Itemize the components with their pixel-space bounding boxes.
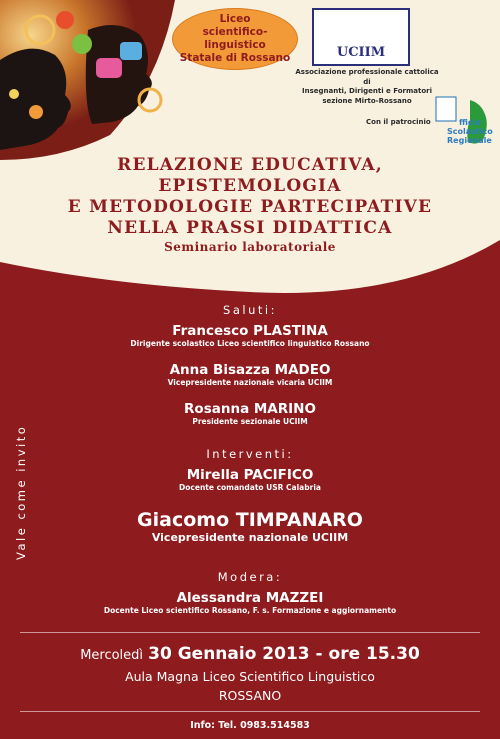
assoc-line-1: Associazione professionale cattolica di [295,68,439,86]
school-badge [172,8,298,70]
event-datetime: 30 Gennaio 2013 - ore 15.30 [148,644,420,664]
speaker-block [0,467,500,492]
event-place: Aula Magna Liceo Scientifico Linguistico [125,669,375,684]
invitation-note: Vale come invito [14,424,28,560]
modera-section [0,570,500,584]
saluti-heading: Saluti: [223,303,277,317]
speaker-block [0,362,500,387]
bubble-green [72,34,92,54]
speaker-name: Alessandra MAZZEI [176,590,324,606]
bubble-orange [29,105,43,119]
seminar-subtitle: Seminario laboratoriale [164,240,336,254]
speaker-block [0,401,500,426]
info-phone: Info: Tel. 0983.514583 [190,720,310,731]
speaker-block-featured [0,509,500,544]
speaker-name: Francesco PLASTINA [172,323,328,339]
speaker-name: Giacomo TIMPANARO [137,509,363,531]
speaker-role: Vicepresidente nazionale UCIIM [151,531,349,544]
speaker-name: Rosanna MARINO [184,401,316,417]
title-line-2: EPISTEMOLOGIA [158,176,342,196]
school-line-3: Statale di Rossano [179,52,291,64]
bubble-yellow [9,89,19,99]
divider-line [20,711,480,712]
school-line-1: Liceo [219,13,251,25]
usr-line-3: Regionale [447,136,492,145]
uciim-logo [312,8,410,66]
interventi-section [0,447,500,461]
speaker-block [0,590,500,615]
bubble-pink [96,58,122,78]
uciim-logo-text: UCIIM [336,45,386,60]
patrocinio-label: Con il patrocinio [366,118,431,126]
speaker-role: Docente comandato USR Calabria [179,483,321,492]
title-line-1: RELAZIONE EDUCATIVA, [117,155,383,175]
school-line-2: scientifico-linguistico [202,26,268,51]
bubble-red [56,11,74,29]
saluti-section [0,303,500,317]
header-area [0,0,500,300]
modera-heading: Modera: [217,570,283,584]
event-city: ROSSANO [218,688,282,703]
bubble-blue [120,42,142,60]
event-weekday: Mercoledì [80,648,144,663]
title-line-4: NELLA PRASSI DIDATTICA [107,218,393,238]
association-text [292,68,442,106]
interventi-heading: Interventi: [206,447,294,461]
event-date [0,644,500,664]
divider-line [20,632,480,633]
speaker-role: Vicepresidente nazionale vicaria UCIIM [167,378,333,387]
usr-line-1: fficio [459,118,481,127]
speaker-name: Mirella PACIFICO [186,467,314,483]
speaker-role: Dirigente scolastico Liceo scientifico linguistico Rossano [130,339,370,348]
usr-logo-text [447,118,497,145]
seminar-title [0,155,500,239]
assoc-line-3: sezione Mirto-Rossano [322,96,412,105]
usr-line-2: Scolastico [447,127,493,136]
speaker-role: Docente Liceo scientifico Rossano, F. s. Formazione e aggiornamento [103,606,397,615]
assoc-line-2: Insegnanti, Dirigenti e Formatori [302,87,432,95]
speaker-block [0,323,500,348]
title-line-3: E METODOLOGIE PARTECIPATIVE [67,197,433,217]
speaker-role: Presidente sezionale UCIIM [192,417,308,426]
speaker-name: Anna Bisazza MADEO [169,362,331,378]
